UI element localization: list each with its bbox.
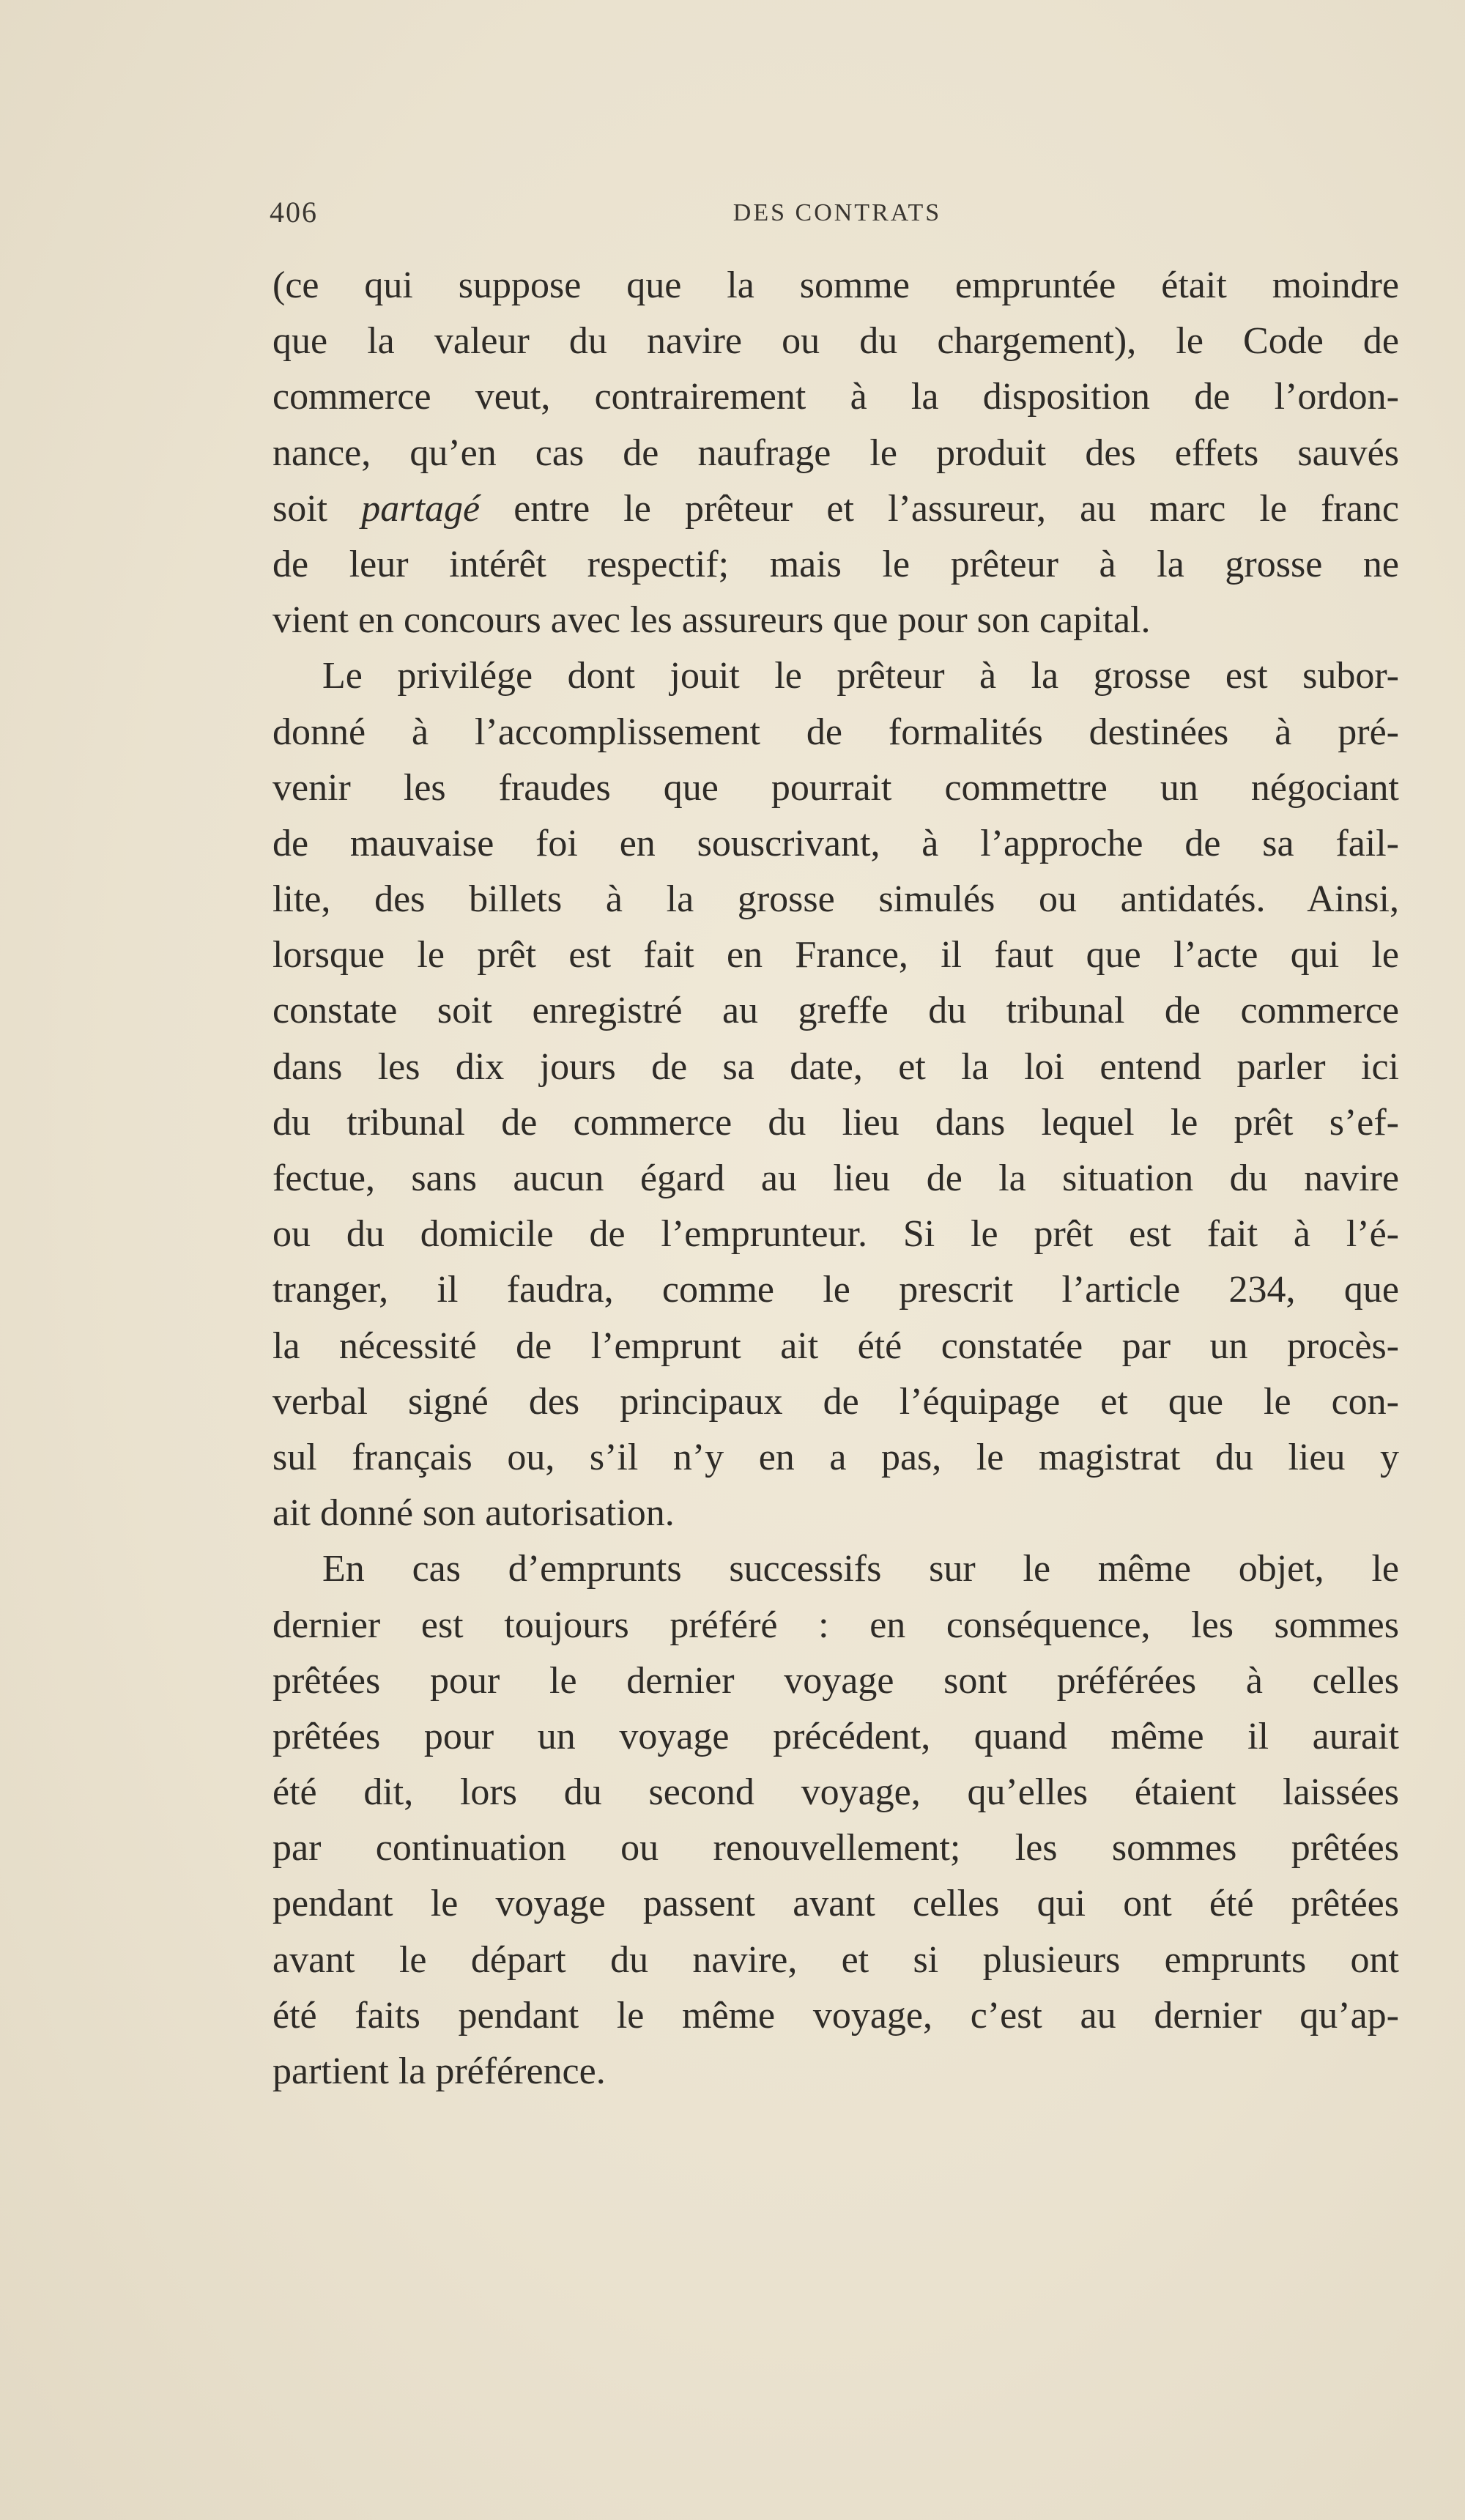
text-line: verbal signé des principaux de l’équipage et que le con- <box>272 1380 1399 1423</box>
text-line: vient en concours avec les assureurs que pour son capital. <box>272 599 1151 642</box>
text-line: prêtées pour un voyage précédent, quand même il aurait <box>272 1715 1399 1757</box>
text-line: dernier est toujours préféré : en conséquence, les sommes <box>272 1604 1399 1646</box>
text-line: En cas d’emprunts successifs sur le même objet, le <box>322 1548 1399 1590</box>
text-line: ait donné son autorisation. <box>272 1492 675 1535</box>
text-line: donné à l’accomplissement de formalités destinées à pré- <box>272 711 1399 753</box>
text-line: tranger, il faudra, comme le prescrit l’article 234, que <box>272 1269 1399 1311</box>
emphasis-text: partagé <box>361 487 481 530</box>
page-header <box>270 195 1405 239</box>
text-line: venir les fraudes que pourrait commettre un négociant <box>272 766 1399 809</box>
text-run: soit <box>272 487 362 530</box>
text-line: commerce veut, contrairement à la disposition de l’ordon- <box>272 376 1399 418</box>
text-line: prêtées pour le dernier voyage sont préférées à celles <box>272 1659 1399 1702</box>
text-run: entre le prêteur et l’assureur, au marc le franc <box>480 487 1399 530</box>
text-line <box>272 481 1399 537</box>
text-line: par continuation ou renouvellement; les sommes prêtées <box>272 1827 1399 1869</box>
text-line: du tribunal de commerce du lieu dans lequel le prêt s’ef- <box>272 1101 1399 1144</box>
text-line: constate soit enregistré au greffe du tribunal de commerce <box>272 990 1399 1032</box>
text-line: été faits pendant le même voyage, c’est au dernier qu’ap- <box>272 1994 1399 2037</box>
text-line: pendant le voyage passent avant celles qui ont été prêtées <box>272 1883 1399 1925</box>
text-line: fectue, sans aucun égard au lieu de la situation du navire <box>272 1157 1399 1199</box>
text-line: lorsque le prêt est fait en France, il faut que l’acte qui le <box>272 934 1399 976</box>
text-line: lite, des billets à la grosse simulés ou antidatés. Ainsi, <box>272 878 1399 921</box>
running-head: DES CONTRATS <box>732 199 942 226</box>
text-line: Le privilége dont jouit le prêteur à la grosse est subor- <box>322 655 1399 697</box>
text-line: nance, qu’en cas de naufrage le produit des effets sauvés <box>272 431 1399 474</box>
text-line: partient la préférence. <box>272 2050 606 2092</box>
text-line: la nécessité de l’emprunt ait été constatée par un procès- <box>272 1324 1399 1367</box>
text-line: (ce qui suppose que la somme empruntée était moindre <box>272 264 1399 306</box>
page-number: 406 <box>270 196 318 229</box>
text-line: de mauvaise foi en souscrivant, à l’approche de sa fail- <box>272 822 1399 864</box>
text-line: ou du domicile de l’emprunteur. Si le prêt est fait à l’é- <box>272 1213 1399 1256</box>
text-line: de leur intérêt respectif; mais le prêteur à la grosse ne <box>272 543 1399 585</box>
body-text <box>272 258 1399 2100</box>
text-line: sul français ou, s’il n’y en a pas, le magistrat du lieu y <box>272 1436 1399 1478</box>
text-line: été dit, lors du second voyage, qu’elles étaient laissées <box>272 1771 1399 1814</box>
text-line: dans les dix jours de sa date, et la loi entend parler ici <box>272 1045 1399 1088</box>
paragraph <box>272 1541 1399 2100</box>
paragraph <box>272 258 1399 648</box>
paragraph <box>272 648 1399 1541</box>
text-line: avant le départ du navire, et si plusieurs emprunts ont <box>272 1938 1399 1981</box>
text-line: que la valeur du navire ou du chargement), le Code de <box>272 320 1399 363</box>
